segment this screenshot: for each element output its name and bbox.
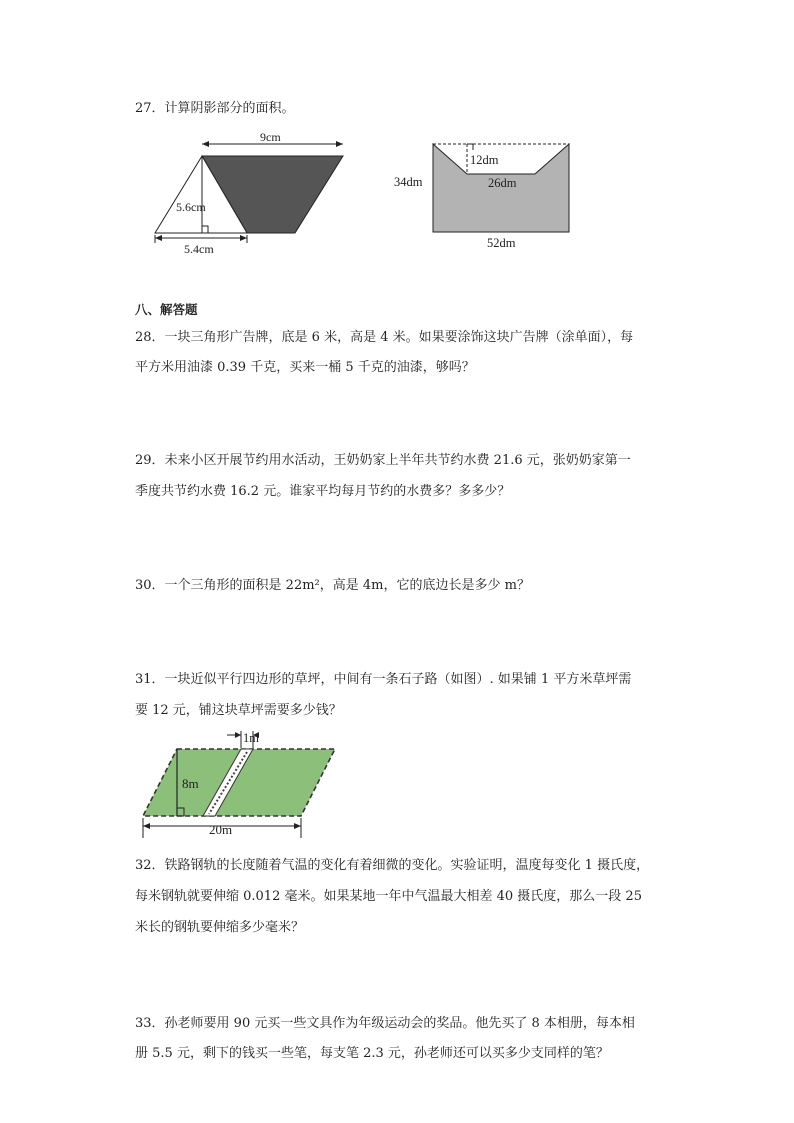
fig1-height-label: 5.6cm [176, 200, 206, 214]
fig1-base-label: 5.4cm [184, 242, 214, 256]
q31-line-2: 要 12 元，铺这块草坪需要多少钱？ [135, 703, 342, 718]
q31-base-label: 20m [209, 822, 233, 837]
q33-line-2: 册 5.5 元，剩下的钱买一些笔，每支笔 2.3 元，孙老师还可以买多少支同样的笔？ [135, 1046, 609, 1061]
q29-line-2: 季度共节约水费 16.2 元。谁家平均每月节约的水费多？多多少？ [135, 484, 511, 499]
fig2-depth-label: 12dm [470, 153, 499, 167]
q33-line-1: 33．孙老师要用 90 元买一些文具作为年级运动会的奖品。他先买了 8 本相册，每本相 [135, 1016, 635, 1031]
q32-line-2: 每米钢轨就要伸缩 0.012 毫米。如果某地一年中气温最大相差 40 摄氏度，那么一段 25 [135, 889, 642, 904]
section-8-title: 八、解答题 [135, 302, 198, 317]
q31-height-label: 8m [182, 776, 199, 791]
q27-prompt: 27．计算阴影部分的面积。 [135, 101, 295, 116]
q30-line-1: 30．一个三角形的面积是 22m²，高是 4m，它的底边长是多少 m？ [135, 578, 530, 593]
q31-figure [135, 728, 340, 840]
q32-line-1: 32．铁路钢轨的长度随着气温的变化有着细微的变化。实验证明，温度每变化 1 摄氏度， [135, 858, 650, 873]
q28-line-2: 平方米用油漆 0.39 千克，买来一桶 5 千克的油漆，够吗？ [135, 360, 475, 375]
fig2-inner-label: 26dm [488, 176, 517, 190]
fig2-bottom-label: 52dm [487, 236, 516, 250]
q27-figure-2 [390, 135, 585, 255]
fig2-height-label: 34dm [394, 175, 423, 189]
fig1-top-label: 9cm [260, 130, 281, 144]
q31-path-width-label: 1m [243, 731, 259, 745]
q31-line-1: 31．一块近似平行四边形的草坪，中间有一条石子路（如图）. 如果铺 1 平方米草坪需 [135, 672, 632, 687]
q28-line-1: 28．一块三角形广告牌，底是 6 米，高是 4 米。如果要涂饰这块广告牌（涂单面），每 [135, 330, 634, 345]
q27-figure-1 [140, 125, 355, 260]
q29-line-1: 29．未来小区开展节约用水活动，王奶奶家上半年共节约水费 21.6 元，张奶奶家第一 [135, 453, 631, 468]
q32-line-3: 米长的钢轨要伸缩多少毫米？ [135, 920, 305, 935]
